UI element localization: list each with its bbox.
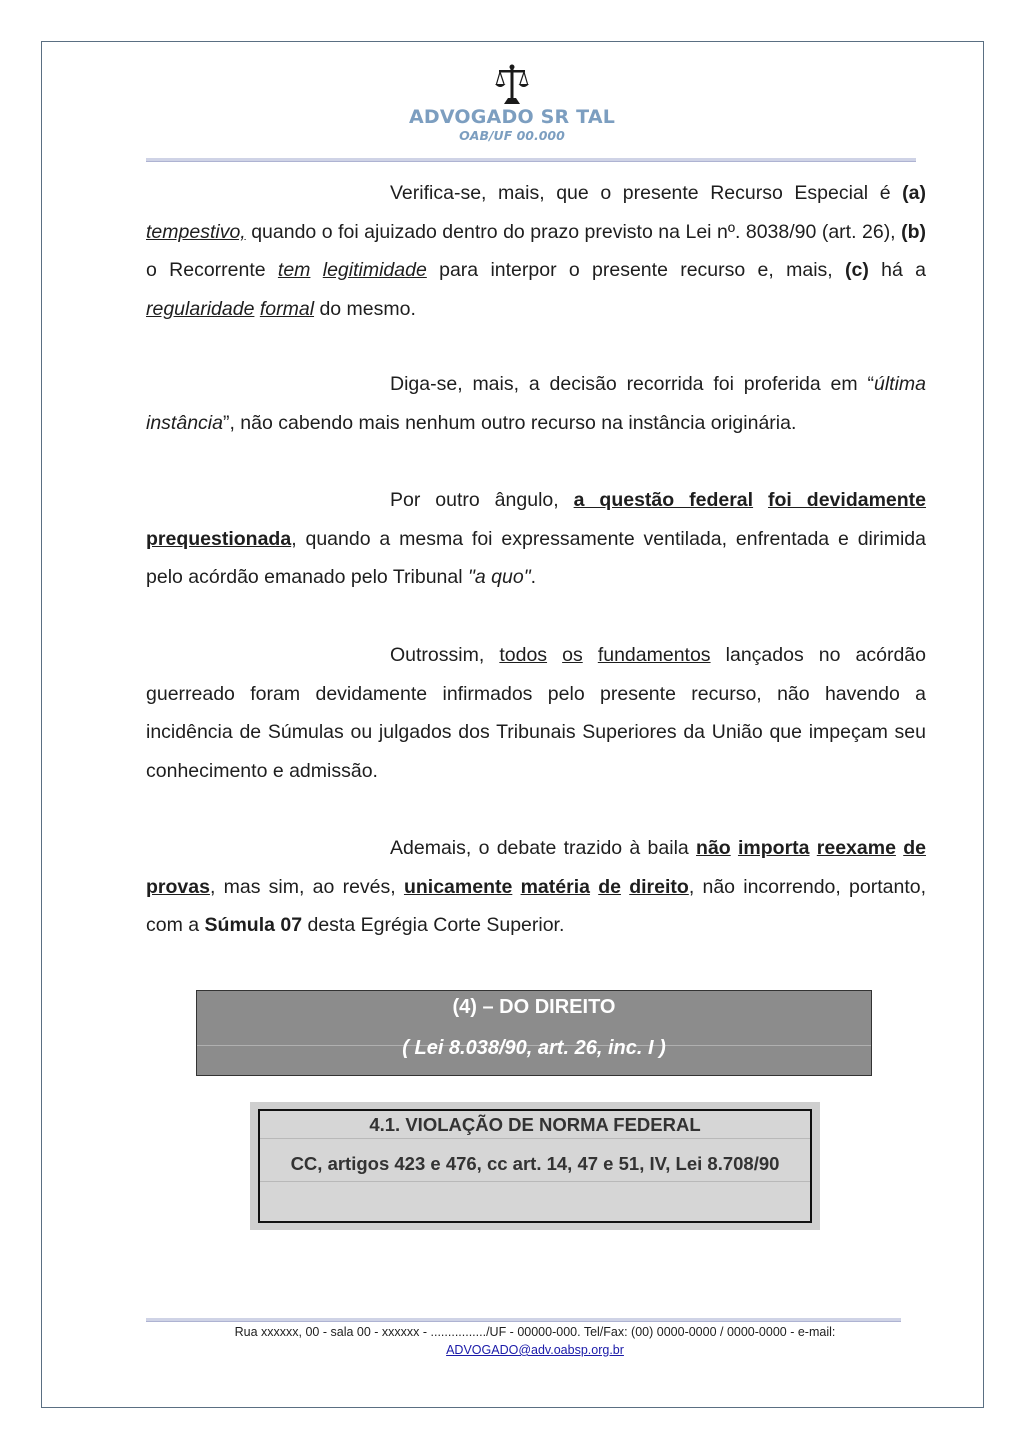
paragraph-grounds: Outrossim, todos os fundamentos lançados no acórdão guerreado foram devidamente infirmados pelo presente recurso, não havendo a incidência de Súmulas ou julgados dos Tribunais Superiores da União que impeçam seu conhecimento e admissão. [146, 644, 926, 782]
email-link[interactable]: ADVOGADO@adv.oabsp.org.br [446, 1343, 624, 1357]
subsection-heading-box [250, 1102, 820, 1230]
section-title: (4) – DO DIREITO [452, 996, 616, 1018]
row-divider [260, 1181, 810, 1182]
scales-of-justice-icon [495, 64, 529, 106]
paragraph-prequestioned: Por outro ângulo, a questão federal foi devidamente prequestionada, quando a mesma foi expressamente ventilada, enfrentada e dirimida pelo acórdão emanado pelo Tribunal "a quo". [146, 489, 927, 588]
section-subtitle: ( Lei 8.038/90, art. 26, inc. I ) [402, 1037, 666, 1059]
row-divider [260, 1138, 810, 1139]
footer-address: Rua xxxxxx, 00 - sala 00 - xxxxxx - ................/UF - 00000-000. Tel/Fax: (00) 0000-0000 / 0000-0000 - e-mail: ADVOGADO@adv.oabsp.org.br [234, 1325, 836, 1357]
paragraph-law-matter: Ademais, o debate trazido à baila não importa reexame de provas, mas sim, ao revés, unicamente matéria de direito, não incorrendo, portanto, com a Súmula 07 desta Egrégia Corte Superior. [146, 837, 927, 936]
term-tempestivo: tempestivo, [146, 220, 246, 243]
oab-number: OAB/UF 00.000 [459, 128, 565, 143]
subsection-legal-basis: CC, artigos 423 e 476, cc art. 14, 47 e 51, IV, Lei 8.708/90 [290, 1153, 780, 1174]
header-divider [146, 158, 916, 162]
firm-name: ADVOGADO SR TAL [408, 106, 616, 128]
paragraph-last-instance: Diga-se, mais, a decisão recorrida foi proferida em “última instância”, não cabendo mais nenhum outro recurso na instância originária. [146, 373, 926, 434]
section-heading-direito [196, 990, 872, 1076]
subsection-title: 4.1. VIOLAÇÃO DE NORMA FEDERAL [369, 1114, 701, 1135]
subsection-inner-frame [258, 1109, 812, 1223]
footer-divider [146, 1318, 901, 1322]
paragraph-admissibility: Verifica-se, mais, que o presente Recurso Especial é (a) tempestivo, quando o foi ajuizado dentro do prazo previsto na Lei nº. 8038/90 (art. 26), (b) o Recorrente tem legitimidade para interpor o presente recurso e, mais, (c) há a regularidade formal do mesmo. [146, 182, 927, 320]
letterhead-logo [0, 64, 1024, 143]
